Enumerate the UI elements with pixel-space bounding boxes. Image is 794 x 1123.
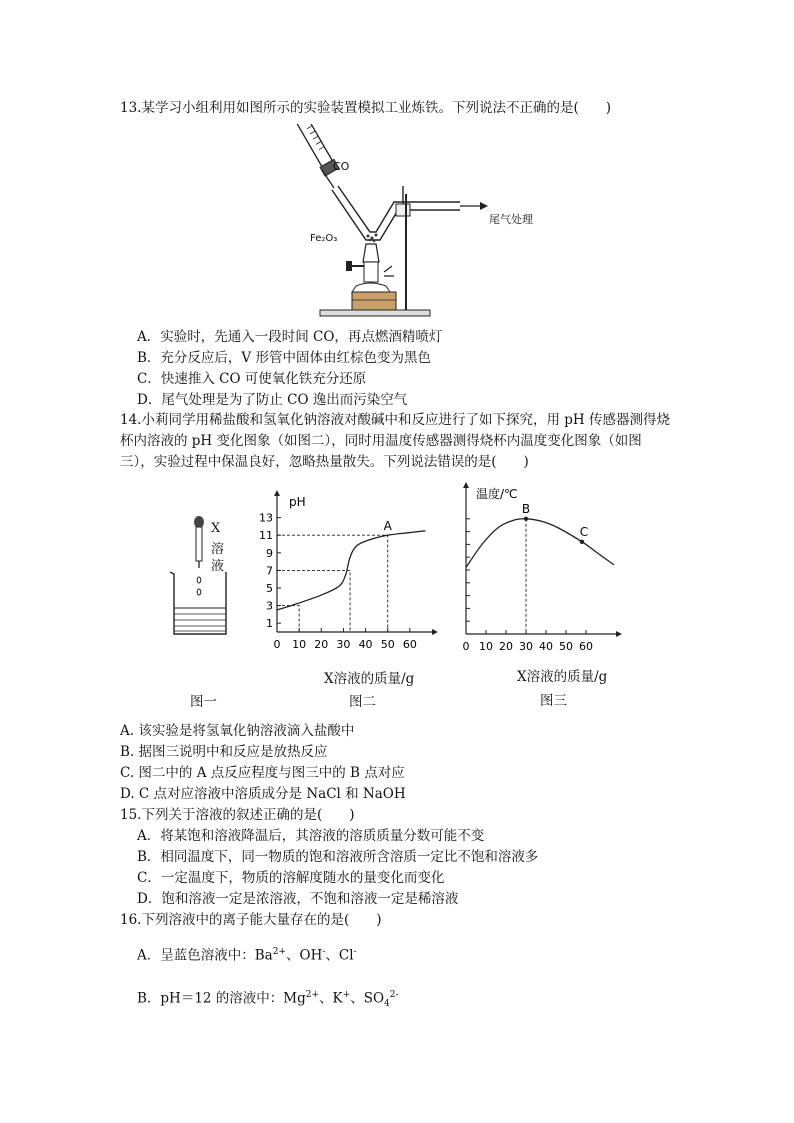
fig2-y-tick-label: 5 <box>266 582 273 595</box>
fig2-y-tick-label: 11 <box>259 529 273 543</box>
co-label: CO <box>333 160 350 173</box>
fig1-label-x: X <box>211 521 221 536</box>
fig2-y-tick-label: 13 <box>259 511 273 525</box>
alcohol-lamp-icon <box>346 244 396 310</box>
fig2-ph-chart <box>246 486 446 662</box>
fig2-x-tick-label: 20 <box>314 638 329 651</box>
q16-option-a: A．呈蓝色溶液中：$Ba^{2+}$、OH-、Cl- <box>137 947 357 964</box>
fig3-y-arrow <box>463 482 469 488</box>
fig2-x-tick-label: 30 <box>336 638 351 651</box>
fig1-beaker-figure <box>160 512 240 642</box>
fig2-x-arrow <box>432 629 438 635</box>
fig3-x-tick-label: 20 <box>499 640 513 653</box>
beaker-icon <box>170 572 226 634</box>
q14-stem-line-2: 杯内溶液的 pH 变化图象（如图二），同时用温度传感器测得烧杯内温度变化图象（如图 <box>120 433 642 449</box>
fig3-x-tick-label: 50 <box>559 640 573 653</box>
q13-option-d: D．尾气处理是为了防止 CO 逸出而污染空气 <box>137 392 408 408</box>
fe2o3-label: Fe₂O₃ <box>310 233 338 244</box>
fig3-temperature-curve <box>466 519 614 568</box>
q15-option-c: C．一定温度下，物质的溶解度随水的量变化而变化 <box>137 870 445 886</box>
fig3-caption: 图三 <box>540 693 567 709</box>
fig3-point-label: C <box>579 524 589 539</box>
fig3-point-marker <box>524 517 528 521</box>
fig2-x-tick-label: 60 <box>402 638 417 651</box>
fig1-label-ye: 液 <box>211 559 225 574</box>
q15-stem: 15.下列关于溶液的叙述正确的是( ) <box>120 807 355 823</box>
q14-option-c: C. 图二中的 A 点反应程度与图三中的 B 点对应 <box>120 765 405 781</box>
q14-option-a: A. 该实验是将氢氧化钠溶液滴入盐酸中 <box>120 723 355 739</box>
fig3-point-label: B <box>521 501 531 516</box>
fig1-caption: 图一 <box>190 694 217 710</box>
fig3-x-tick-label: 60 <box>579 640 593 653</box>
q14-stem-line-1: 14.小莉同学用稀盐酸和氢氧化钠溶液对酸碱中和反应进行了如下探究，用 pH 传感器测得烧 <box>120 412 670 428</box>
fig2-y-tick-label: 7 <box>266 564 273 578</box>
syringe-icon <box>288 124 339 176</box>
fig3-x-tick-label: 10 <box>479 640 493 653</box>
q14-option-b: B. 据图三说明中和反应是放热反应 <box>120 744 328 760</box>
fig3-x-tick-label: 30 <box>519 640 533 653</box>
q13-option-b: B．充分反应后，V 形管中固体由红棕色变为黑色 <box>137 350 431 366</box>
fig2-x-tick-label: 50 <box>380 638 395 651</box>
fig2-x-tick-label: 0 <box>273 638 281 651</box>
fig2-xlabel: X溶液的质量/g <box>324 671 415 687</box>
fig3-point-marker <box>580 540 584 544</box>
q15-option-a: A．将某饱和溶液降温后，其溶液的溶质质量分数可能不变 <box>137 828 485 844</box>
fig2-y-tick-label: 3 <box>266 599 273 613</box>
tail-gas-label: 尾气处理 <box>489 213 533 226</box>
fig2-point-label: A <box>383 519 392 534</box>
fig2-caption: 图二 <box>349 694 376 710</box>
fig2-y-tick-label: 9 <box>266 546 273 560</box>
fe2o3-powder-icon <box>367 234 378 243</box>
dropper-icon <box>194 516 204 568</box>
fig3-xlabel: X溶液的质量/g <box>517 669 608 685</box>
q13-option-a: A．实验时，先通入一段时间 CO，再点燃酒精喷灯 <box>137 329 443 345</box>
q14-stem-line-3: 三），实验过程中保温良好，忽略热量散失。下列说法错误的是( ) <box>120 454 529 470</box>
fig3-x-arrow <box>616 631 622 637</box>
fig3-ylabel: 温度/℃ <box>476 487 518 501</box>
fig1-label-rong: 溶 <box>211 542 225 557</box>
fig2-guide-line <box>277 535 388 632</box>
fig3-temperature-chart <box>448 480 628 662</box>
fig2-x-tick-label: 40 <box>358 638 373 651</box>
q16-option-b: B．pH＝12 的溶液中：$Mg^{2+}$、K+、$SO_4^{2-}$ <box>137 990 399 1010</box>
fig3-x-tick-label: 40 <box>539 640 553 653</box>
fig2-y-arrow <box>274 490 280 496</box>
fig2-guide-line <box>277 570 350 632</box>
fig3-x-tick-label: 0 <box>462 640 470 653</box>
fig2-x-tick-label: 10 <box>292 638 307 651</box>
q14-option-d: D. C 点对应溶液中溶质成分是 NaCl 和 NaOH <box>120 786 406 802</box>
q13-option-c: C．快速推入 CO 可使氧化铁充分还原 <box>137 371 367 387</box>
q16-stem: 16.下列溶液中的离子能大量存在的是( ) <box>120 912 382 928</box>
q15-option-d: D．饱和溶液一定是浓溶液，不饱和溶液一定是稀溶液 <box>137 891 459 907</box>
fig2-ylabel: pH <box>289 495 306 509</box>
q15-option-b: B．相同温度下，同一物质的饱和溶液所含溶质一定比不饱和溶液多 <box>137 849 539 865</box>
q13-stem: 13.某学习小组利用如图所示的实验装置模拟工业炼铁。下列说法不正确的是( ) <box>120 100 612 116</box>
fig2-y-tick-label: 1 <box>266 617 273 631</box>
